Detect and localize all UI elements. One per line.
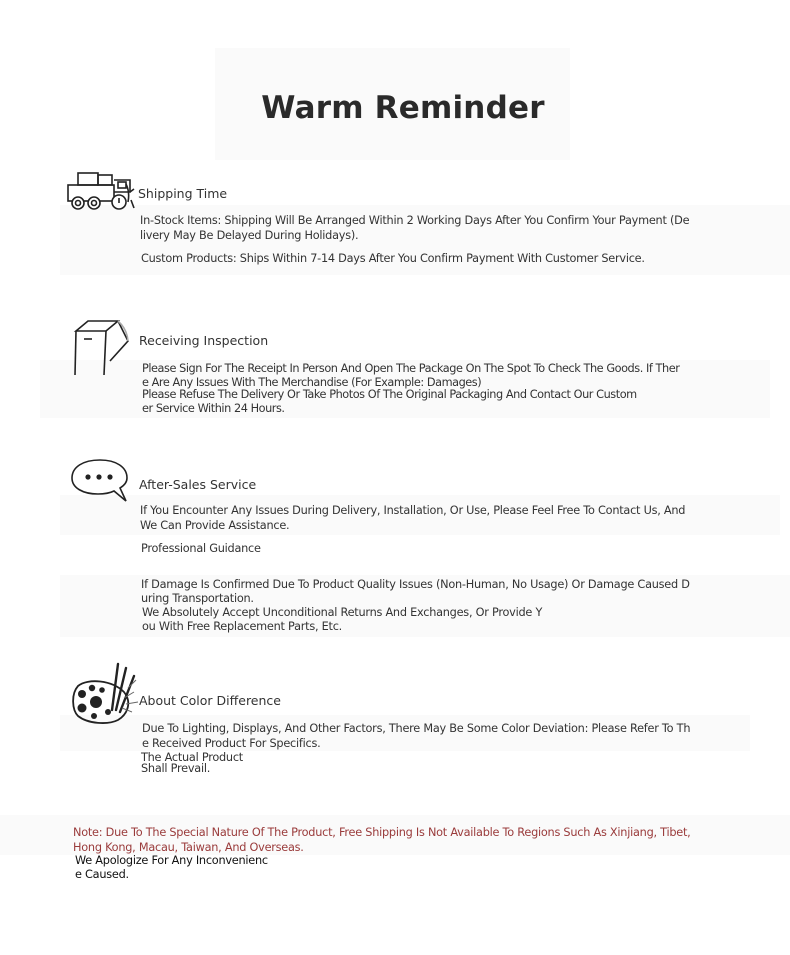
text-line: e Caused. xyxy=(75,868,129,881)
text-line: uring Transportation. xyxy=(141,592,254,605)
apology-text xyxy=(75,854,268,882)
text-line: We Apologize For Any Inconvenienc xyxy=(75,854,268,867)
page-title: Warm Reminder xyxy=(261,90,545,126)
after-sales-returns-text xyxy=(142,606,542,634)
speech-bubble-icon xyxy=(70,457,130,505)
text-line: We Can Provide Assistance. xyxy=(140,519,290,532)
section-heading-receiving-inspection: Receiving Inspection xyxy=(139,333,269,348)
text-line: e Received Product For Specifics. xyxy=(142,737,321,750)
text-line: er Service Within 24 Hours. xyxy=(142,402,285,415)
after-sales-contact-text xyxy=(140,503,685,533)
text-line: If Damage Is Confirmed Due To Product Quality Issues (Non-Human, No Usage) Or Damage Caused D xyxy=(141,578,690,591)
text-line: Professional Guidance xyxy=(141,542,261,555)
text-line: Due To Lighting, Displays, And Other Factors, There May Be Some Color Deviation: Please Refer To Th xyxy=(142,722,691,735)
text-line: ou With Free Replacement Parts, Etc. xyxy=(142,620,343,633)
truck-icon xyxy=(64,170,136,214)
text-line: Note: Due To The Special Nature Of The Product, Free Shipping Is Not Available To Regions Such As Xinjiang, Tibet, xyxy=(73,826,691,839)
section-heading-color-difference: About Color Difference xyxy=(139,693,281,708)
inspection-sign-text xyxy=(142,363,679,389)
text-line: In-Stock Items: Shipping Will Be Arranged Within 2 Working Days After You Confirm Your Payment (De xyxy=(140,214,690,227)
text-line: We Absolutely Accept Unconditional Returns And Exchanges, Or Provide Y xyxy=(142,606,543,619)
text-line: Shall Prevail. xyxy=(141,762,211,775)
color-deviation-text xyxy=(142,721,690,751)
paint-palette-icon xyxy=(68,658,142,726)
after-sales-damage-text xyxy=(141,578,690,606)
package-box-icon xyxy=(70,317,132,379)
text-line: Please Sign For The Receipt In Person And Open The Package On The Spot To Check The Goods. If Ther xyxy=(142,362,680,375)
text-line: Hong Kong, Macau, Taiwan, And Overseas. xyxy=(73,841,304,854)
text-line: Please Refuse The Delivery Or Take Photos Of The Original Packaging And Contact Our Custom xyxy=(142,388,637,401)
shipping-restriction-note xyxy=(73,825,691,855)
after-sales-guidance-text xyxy=(141,541,261,556)
section-heading-shipping-time: Shipping Time xyxy=(138,186,228,201)
color-actual-product-text xyxy=(141,752,243,774)
inspection-refuse-text xyxy=(142,388,637,416)
text-line: If You Encounter Any Issues During Delivery, Installation, Or Use, Please Feel Free To Contact Us, And xyxy=(140,504,686,517)
section-heading-after-sales: After-Sales Service xyxy=(139,477,257,492)
text-line: e Are Any Issues With The Merchandise (For Example: Damages) xyxy=(142,376,482,389)
shipping-custom-text xyxy=(141,251,645,266)
text-line: The Actual Product xyxy=(141,751,243,764)
text-line: livery May Be Delayed During Holidays). xyxy=(140,229,359,242)
shipping-in-stock-text xyxy=(140,213,689,243)
text-line: Custom Products: Ships Within 7-14 Days After You Confirm Payment With Customer Service. xyxy=(141,252,645,265)
